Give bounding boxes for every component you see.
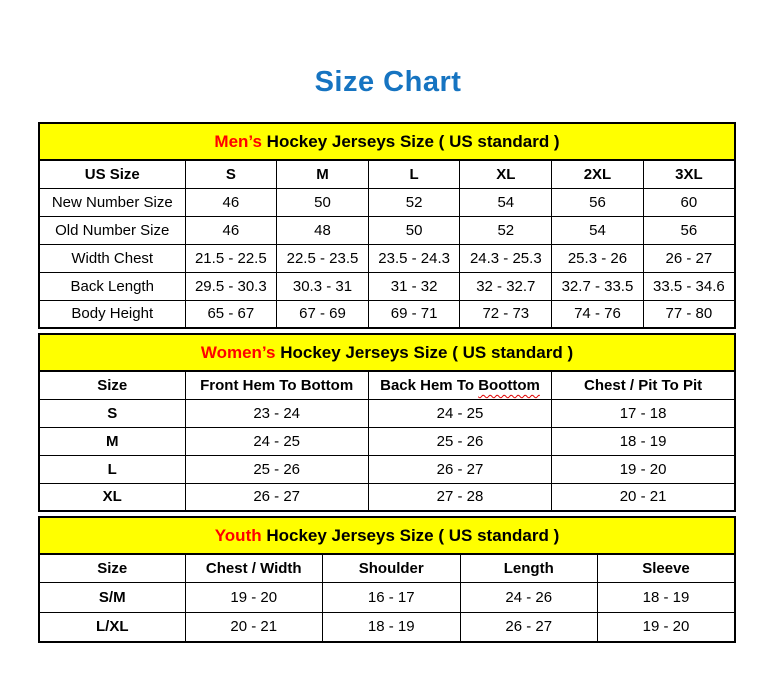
size-value: 23.5 - 24.3 — [368, 244, 460, 272]
size-value: 19 - 20 — [552, 455, 735, 483]
column-header-length: Length — [460, 554, 598, 582]
size-value: 52 — [368, 188, 460, 216]
table-row — [39, 455, 735, 483]
row-label: New Number Size — [39, 188, 185, 216]
womens-accent-label: Women’s — [200, 342, 276, 362]
size-value: 24 - 25 — [185, 427, 368, 455]
back-hem-text: Back Hem To — [380, 376, 479, 394]
column-header-2xl: 2XL — [552, 160, 644, 188]
size-value: 46 — [185, 216, 277, 244]
table-row — [39, 399, 735, 427]
size-value: 54 — [460, 188, 552, 216]
size-value: 24 - 26 — [460, 582, 598, 612]
youth-size-table — [38, 516, 736, 643]
row-label: S/M — [39, 582, 185, 612]
size-value: 54 — [552, 216, 644, 244]
youth-section-header — [39, 517, 735, 554]
size-value: 22.5 - 23.5 — [277, 244, 369, 272]
column-header-chest-width: Chest / Width — [185, 554, 323, 582]
womens-section-header — [39, 334, 735, 371]
table-row — [39, 216, 735, 244]
row-label: S — [39, 399, 185, 427]
womens-size-table — [38, 333, 736, 512]
size-value: 56 — [552, 188, 644, 216]
size-value: 25.3 - 26 — [552, 244, 644, 272]
youth-column-header-row — [39, 554, 735, 582]
size-value: 18 - 19 — [598, 582, 736, 612]
womens-column-header-row — [39, 371, 735, 399]
size-value: 20 - 21 — [552, 483, 735, 511]
table-row — [39, 272, 735, 300]
womens-section-header-row — [39, 334, 735, 371]
column-header-size: Size — [39, 371, 185, 399]
table-row — [39, 483, 735, 511]
table-row — [39, 612, 735, 642]
size-value: 19 - 20 — [185, 582, 323, 612]
size-value: 32.7 - 33.5 — [552, 272, 644, 300]
mens-section-title-text: Hockey Jerseys Size ( US standard ) — [261, 131, 560, 151]
misspelled-word-squiggle: Boottom — [478, 376, 540, 394]
size-value: 25 - 26 — [368, 427, 551, 455]
size-value: 77 - 80 — [643, 300, 735, 328]
table-row — [39, 582, 735, 612]
row-label: Body Height — [39, 300, 185, 328]
mens-column-header-row — [39, 160, 735, 188]
size-value: 23 - 24 — [185, 399, 368, 427]
size-value: 26 - 27 — [643, 244, 735, 272]
size-value: 26 - 27 — [368, 455, 551, 483]
size-value: 72 - 73 — [460, 300, 552, 328]
table-row — [39, 188, 735, 216]
column-header-l: L — [368, 160, 460, 188]
youth-section-header-row — [39, 517, 735, 554]
womens-section-title-text: Hockey Jerseys Size ( US standard ) — [275, 342, 574, 362]
size-value: 56 — [643, 216, 735, 244]
row-label: XL — [39, 483, 185, 511]
mens-section-header — [39, 123, 735, 160]
column-header-front-hem: Front Hem To Bottom — [185, 371, 368, 399]
size-value: 31 - 32 — [368, 272, 460, 300]
column-header-sleeve: Sleeve — [598, 554, 736, 582]
size-value: 18 - 19 — [552, 427, 735, 455]
size-value: 26 - 27 — [185, 483, 368, 511]
table-row — [39, 427, 735, 455]
column-header-s: S — [185, 160, 277, 188]
size-value: 48 — [277, 216, 369, 244]
size-value: 29.5 - 30.3 — [185, 272, 277, 300]
column-header-us-size: US Size — [39, 160, 185, 188]
mens-accent-label: Men’s — [214, 131, 262, 151]
size-value: 50 — [277, 188, 369, 216]
table-row — [39, 300, 735, 328]
column-header-size: Size — [39, 554, 185, 582]
mens-size-table — [38, 122, 736, 329]
youth-section-title-text: Hockey Jerseys Size ( US standard ) — [261, 525, 560, 545]
size-value: 18 - 19 — [323, 612, 461, 642]
size-value: 16 - 17 — [323, 582, 461, 612]
size-value: 67 - 69 — [277, 300, 369, 328]
size-value: 26 - 27 — [460, 612, 598, 642]
youth-accent-label: Youth — [214, 525, 262, 545]
size-value: 33.5 - 34.6 — [643, 272, 735, 300]
size-value: 74 - 76 — [552, 300, 644, 328]
size-value: 65 - 67 — [185, 300, 277, 328]
size-value: 19 - 20 — [598, 612, 736, 642]
column-header-back-hem — [368, 371, 551, 399]
column-header-3xl: 3XL — [643, 160, 735, 188]
row-label: L — [39, 455, 185, 483]
column-header-m: M — [277, 160, 369, 188]
size-value: 52 — [460, 216, 552, 244]
size-value: 50 — [368, 216, 460, 244]
size-value: 60 — [643, 188, 735, 216]
size-value: 24 - 25 — [368, 399, 551, 427]
column-header-chest-pit: Chest / Pit To Pit — [552, 371, 735, 399]
size-value: 69 - 71 — [368, 300, 460, 328]
row-label: Old Number Size — [39, 216, 185, 244]
row-label: Back Length — [39, 272, 185, 300]
table-row — [39, 244, 735, 272]
size-value: 20 - 21 — [185, 612, 323, 642]
size-value: 27 - 28 — [368, 483, 551, 511]
size-value: 24.3 - 25.3 — [460, 244, 552, 272]
row-label: Width Chest — [39, 244, 185, 272]
size-value: 21.5 - 22.5 — [185, 244, 277, 272]
size-value: 25 - 26 — [185, 455, 368, 483]
mens-section-header-row — [39, 123, 735, 160]
column-header-xl: XL — [460, 160, 552, 188]
column-header-shoulder: Shoulder — [323, 554, 461, 582]
page-title: Size Chart — [314, 66, 462, 98]
size-value: 17 - 18 — [552, 399, 735, 427]
size-value: 30.3 - 31 — [277, 272, 369, 300]
row-label: M — [39, 427, 185, 455]
size-value: 32 - 32.7 — [460, 272, 552, 300]
row-label: L/XL — [39, 612, 185, 642]
size-value: 46 — [185, 188, 277, 216]
